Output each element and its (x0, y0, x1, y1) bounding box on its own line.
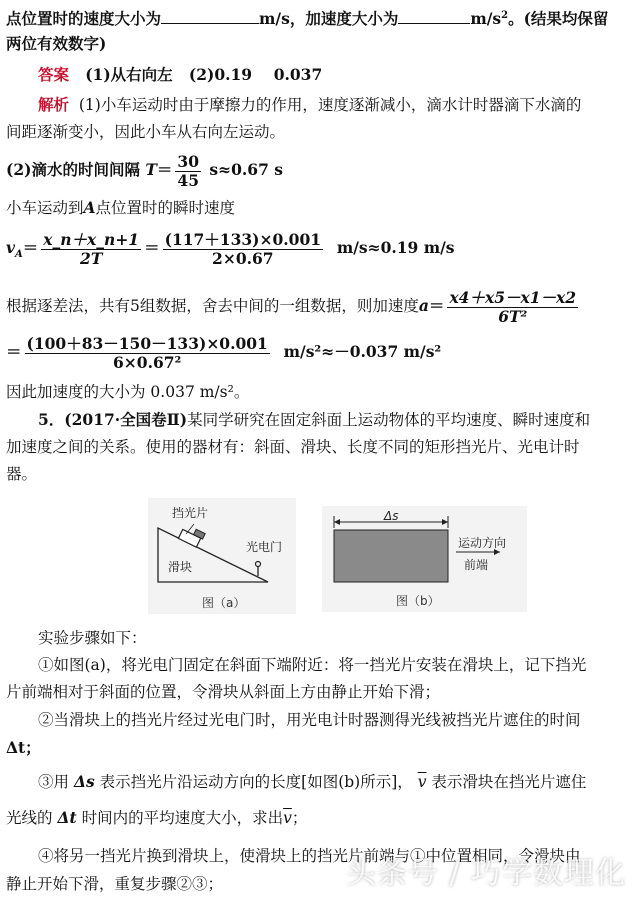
label-block: 滑块 (168, 560, 193, 574)
q5-line3: 器。 (6, 465, 38, 483)
calc-line (6, 330, 441, 374)
acc-blank (398, 7, 470, 24)
q5-line2: 加速度之间的关系。使用的器材有：斜面、滑块、长度不同的矩形挡光片、光电计时 (6, 438, 580, 456)
q4-line2: 两位有效数字) (6, 34, 107, 53)
step2-line2: Δt； (6, 738, 41, 757)
q4-text-mid: ，加速度大小为 (289, 9, 399, 29)
interval-eq: ＝ (156, 160, 173, 179)
s3a-post: 表示滑块在挡光片遮住 (431, 773, 587, 791)
label-front: 前端 (464, 558, 489, 572)
label-gate: 光电门 (246, 540, 283, 554)
s3b-vbar: $\overline{v}$ (283, 809, 292, 827)
answer-part1: (1)从右向左 (85, 65, 173, 84)
calc-result: m/s²≈－0.037 m/s² (283, 342, 442, 361)
answer-line (38, 65, 322, 85)
interval-fraction (175, 153, 201, 190)
q4-line1 (6, 6, 608, 29)
answer-part2: (2)0.19 (188, 65, 253, 84)
va-num: x_n＋x_n+1 (43, 229, 140, 249)
interval-formula (6, 150, 283, 190)
s3a-mid: 表示挡光片沿运动方向的长度[如图(b)所示]， (99, 773, 413, 791)
analysis-label: 解析 (38, 95, 70, 114)
va-lhs: v (6, 238, 16, 257)
step3-line1 (38, 772, 586, 792)
va-eq: ＝ (22, 238, 39, 257)
figure-a (148, 498, 296, 614)
step4-line2: 静止开始下滑，重复步骤②③； (6, 875, 224, 893)
acc-num: x4＋x5－x1－x2 (449, 287, 577, 307)
instant-line (6, 198, 235, 218)
s3a-pre: ③用 (38, 773, 70, 791)
va-result: m/s≈0.19 m/s (336, 238, 455, 257)
figure-a-caption: 图（a） (202, 596, 246, 610)
answer-part3: 0.037 (273, 65, 323, 84)
s3a-vbar: $\overline{v}$ (417, 773, 427, 791)
s3a-var: Δs (73, 772, 95, 791)
interval-pre: (2)滴水的时间间隔 (6, 160, 140, 179)
conclusion: 因此加速度的大小为 0.037 m/s²。 (6, 383, 250, 401)
va-den: 2T (80, 248, 103, 268)
answer-label: 答案 (38, 65, 70, 84)
va-fraction2 (163, 231, 323, 268)
watermark: 头条号 / 巧学数理化 (345, 856, 626, 891)
calc-eq: ＝ (6, 342, 22, 361)
step3-line2 (6, 808, 307, 828)
label-direction: 运动方向 (458, 536, 507, 550)
label-shutter: 挡光片 (172, 506, 209, 520)
va-sub: A (15, 249, 23, 261)
photogate-head (256, 562, 261, 567)
step4-line1: ④将另一挡光片换到滑块上，使滑块上的挡光片前端与①中位置相同，令滑块由 (38, 847, 581, 865)
instant-text2: 点位置时的瞬时速度 (95, 199, 236, 217)
q4-text: 点位置时的速度大小为 (6, 9, 162, 29)
diff-line (6, 284, 581, 328)
shutter-rect (334, 530, 448, 582)
s3b-mid: 时间内的平均速度大小，求出 (81, 809, 284, 827)
label-ds: Δs (384, 509, 399, 523)
step2-line1: ②当滑块上的挡光片经过光电门时，用光电计时器测得光线被挡光片遮住的时间 (38, 711, 581, 729)
q4-text-post: 。(结果均保留 (508, 9, 609, 29)
acc-den: 6T² (498, 306, 528, 326)
acc-unit-exp: 2 (501, 10, 509, 21)
speed-unit: m/s (259, 9, 290, 29)
interval-var: T (145, 160, 157, 179)
va-eq2: ＝ (144, 238, 160, 257)
interval-post: s≈0.67 s (209, 160, 283, 179)
va-den2: 2×0.67 (212, 248, 274, 268)
step1-line2: 片前端相对于斜面的位置，令滑块从斜面上方由静止开始下滑； (6, 683, 441, 701)
analysis-text1: (1)小车运动时由于摩擦力的作用，速度逐渐减小，滴水计时器滴下水滴的 (78, 96, 582, 114)
s3b-pre: 光线的 (6, 809, 53, 827)
q5-number: 5． (38, 410, 65, 429)
q5-text1: 某同学研究在固定斜面上运动物体的平均速度、瞬时速度和 (187, 411, 591, 429)
acc-var: a (418, 296, 429, 315)
calc-fraction (25, 335, 270, 372)
calc-den: 6×0.67² (113, 352, 182, 372)
acc-fraction (447, 289, 578, 326)
q5-line1 (38, 410, 590, 430)
s3b-var: Δt (57, 808, 77, 827)
figure-b (322, 506, 527, 612)
va-num2: (117＋133)×0.001 (164, 229, 322, 249)
interval-num: 30 (177, 151, 199, 171)
analysis-line1 (38, 95, 581, 115)
diff-text: 根据逐差法，共有5组数据，舍去中间的一组数据，则加速度 (6, 297, 419, 315)
calc-num: (100＋83－150－133)×0.001 (26, 333, 268, 353)
s3b-post: ； (291, 809, 308, 827)
va-fraction1 (41, 231, 141, 268)
va-formula (6, 226, 455, 277)
speed-blank (161, 7, 259, 24)
point-a: A (83, 198, 96, 217)
analysis-line2: 间距逐渐变小，因此小车从右向左运动。 (6, 123, 286, 141)
steps-intro: 实验步骤如下： (38, 629, 147, 647)
interval-den: 45 (177, 170, 199, 190)
instant-text: 小车运动到 (6, 199, 84, 217)
slider-block (178, 524, 205, 548)
figure-b-caption: 图（b） (396, 594, 440, 608)
acc-unit: m/s (470, 9, 502, 29)
acc-eq: ＝ (428, 296, 445, 315)
step1-line1: ①如图(a)，将光电门固定在斜面下端附近：将一挡光片安装在滑块上，记下挡光 (38, 656, 587, 674)
q5-source: (2017·全国卷Ⅱ) (64, 410, 188, 429)
